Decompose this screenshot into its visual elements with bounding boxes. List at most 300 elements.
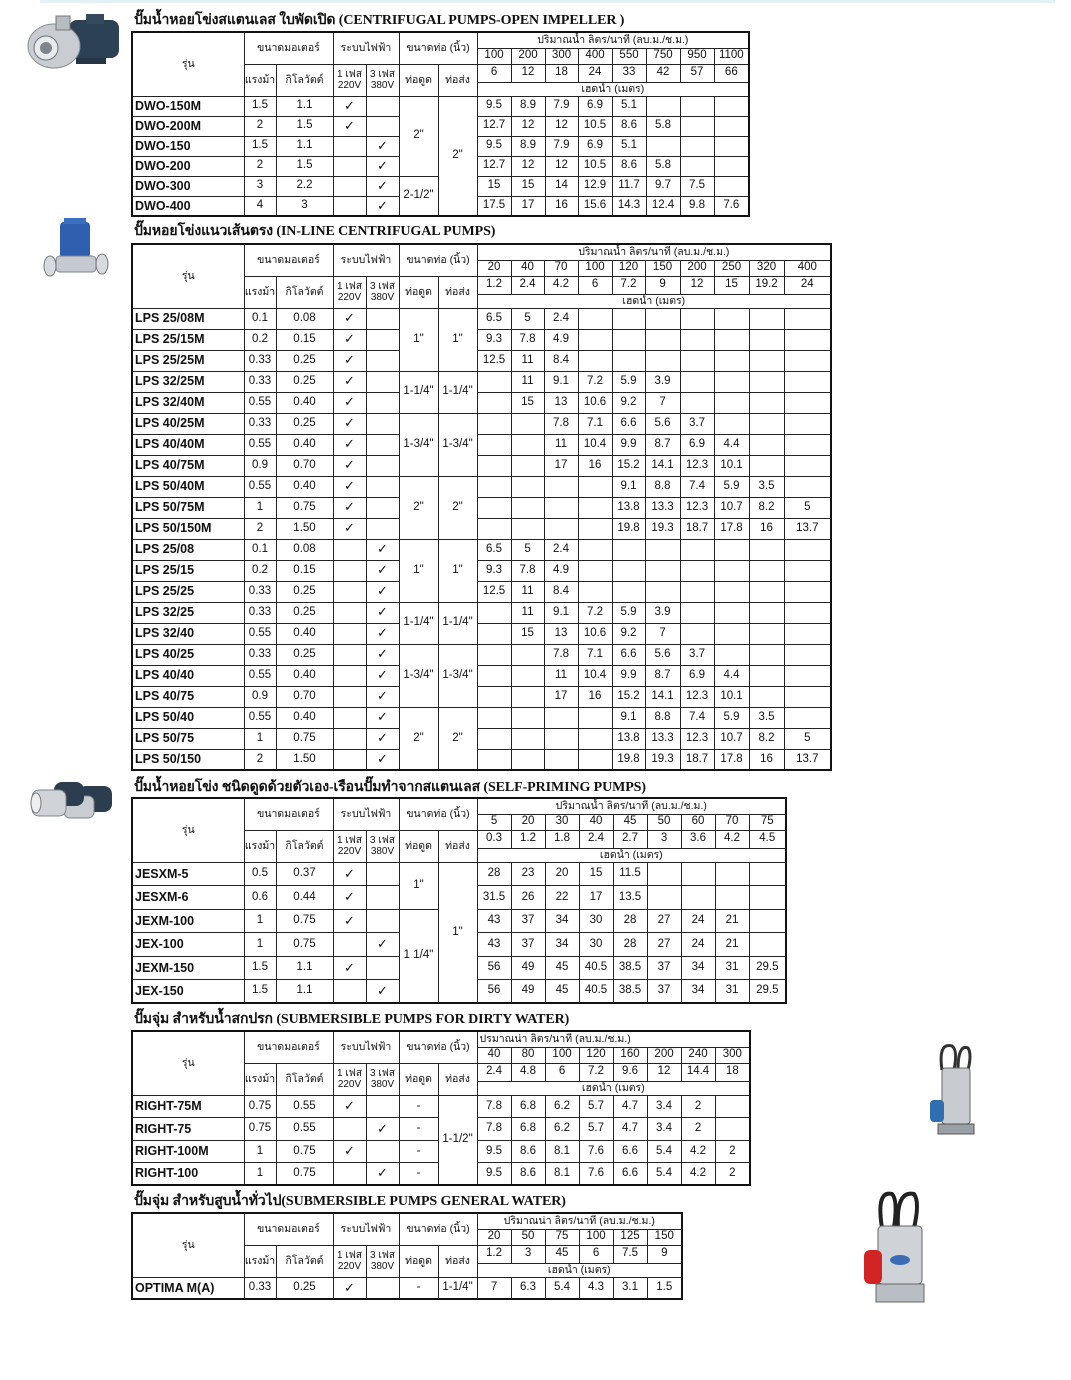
table-row [132, 392, 831, 413]
head-value-cell [511, 749, 544, 770]
head-value-cell [784, 371, 831, 392]
flow-m3h-cell: 45 [545, 1245, 579, 1263]
three-phase-cell [366, 1118, 399, 1141]
head-value-cell: 15 [511, 623, 544, 644]
single-phase-cell [333, 749, 366, 770]
head-value-cell: 8.1 [545, 1140, 579, 1163]
head-value-cell: 13.7 [784, 749, 831, 770]
head-value-cell: 5.1 [612, 96, 646, 116]
head-value-cell: 6.2 [545, 1095, 579, 1118]
head-value-cell: 5.6 [645, 413, 680, 434]
flow-lpm-cell: 100 [579, 1229, 613, 1245]
head-value-cell [511, 413, 544, 434]
head-value-cell: 28 [613, 933, 647, 957]
checkmark-icon: ✓ [344, 352, 355, 368]
model-cell: JESXM-5 [132, 862, 244, 886]
suction-header: ท่อดูด [399, 276, 438, 308]
model-cell: LPS 50/40 [132, 707, 244, 728]
three-phase-cell [366, 886, 399, 910]
head-value-cell: 8.8 [645, 476, 680, 497]
head-value-cell: 10.5 [578, 116, 612, 136]
flow-m3h-cell: 7.2 [579, 1063, 613, 1081]
single-phase-cell [333, 956, 366, 980]
three-phase-cell [366, 728, 399, 749]
single-phase-cell [333, 728, 366, 749]
head-value-cell: 5 [511, 539, 544, 560]
header-row [132, 1213, 682, 1229]
hp-cell: 1.5 [244, 96, 276, 116]
head-value-cell [511, 476, 544, 497]
head-value-cell [749, 862, 786, 886]
head-value-cell [680, 96, 714, 116]
head-value-cell [784, 413, 831, 434]
head-value-cell [680, 350, 714, 371]
head-value-cell [645, 350, 680, 371]
table-row [132, 686, 831, 707]
head-value-cell: 3.9 [645, 602, 680, 623]
flow-m3h-cell: 9 [645, 276, 680, 294]
section-title-inline: ปั๊มหอยโข่งแนวเส้นตรง (IN-LINE CENTRIFUGAL PUMPS) [134, 224, 496, 239]
head-value-cell [680, 581, 714, 602]
model-cell: JEXM-150 [132, 956, 244, 980]
single-phase-cell [333, 665, 366, 686]
kw-header: กิโลวัตต์ [276, 830, 333, 862]
head-value-cell: 29.5 [749, 980, 786, 1004]
head-value-cell [544, 518, 578, 539]
three-phase-cell [366, 539, 399, 560]
table-row [132, 560, 831, 581]
head-value-cell: 6.9 [680, 665, 714, 686]
suction-cell: - [399, 1163, 438, 1186]
kw-cell: 0.25 [276, 602, 333, 623]
head-value-cell: 9.3 [477, 560, 511, 581]
head-value-cell [544, 476, 578, 497]
table-row [132, 497, 831, 518]
model-cell: LPS 32/40 [132, 623, 244, 644]
flow-m3h-cell: 0.3 [477, 830, 511, 848]
flow-lpm-cell: 40 [579, 814, 613, 830]
head-value-cell: 17.5 [477, 196, 511, 216]
head-value-cell [612, 539, 645, 560]
head-value-cell: 7 [477, 1277, 511, 1299]
hp-cell: 0.9 [244, 455, 276, 476]
head-value-cell: 40.5 [579, 956, 613, 980]
head-header: เฮดน้ำ (เมตร) [477, 848, 786, 862]
three-phase-cell [366, 686, 399, 707]
head-value-cell: 9.2 [612, 392, 645, 413]
flow-lpm-cell: 5 [477, 814, 511, 830]
head-value-cell [784, 560, 831, 581]
flow-m3h-cell: 2.4 [579, 830, 613, 848]
head-value-cell: 9.5 [477, 136, 511, 156]
hp-cell: 0.2 [244, 329, 276, 350]
table-row [132, 581, 831, 602]
head-value-cell [784, 644, 831, 665]
three-phase-voltage: 380V [370, 1261, 395, 1272]
three-phase-cell [366, 434, 399, 455]
head-value-cell: 16 [545, 196, 578, 216]
header-row [132, 244, 831, 260]
head-value-cell [749, 413, 784, 434]
head-value-cell: 3.5 [749, 707, 784, 728]
head-value-cell: 10.7 [714, 728, 749, 749]
discharge-cell: 1-3/4" [438, 413, 477, 476]
head-value-cell [477, 497, 511, 518]
suction-cell: 1-3/4" [399, 644, 438, 707]
three-phase-voltage: 380V [370, 80, 395, 91]
table-row [132, 749, 831, 770]
head-value-cell [578, 308, 612, 329]
head-value-cell: 8.7 [645, 665, 680, 686]
model-cell: LPS 40/40M [132, 434, 244, 455]
head-value-cell: 7.8 [544, 413, 578, 434]
three-phase-cell [366, 665, 399, 686]
head-value-cell: 34 [545, 909, 579, 933]
flow-lpm-cell: 120 [579, 1047, 613, 1063]
flow-m3h-cell: 33 [612, 64, 646, 82]
head-value-cell: 37 [511, 933, 545, 957]
three-phase-label: 3 เฟส [370, 281, 395, 292]
three-phase-label: 3 เฟส [370, 835, 395, 846]
checkmark-icon: ✓ [377, 625, 388, 641]
model-cell: LPS 25/25 [132, 581, 244, 602]
model-cell: LPS 25/25M [132, 350, 244, 371]
head-value-cell [784, 434, 831, 455]
motor-size-header: ขนาดมอเตอร์ [244, 1031, 333, 1063]
model-cell: LPS 50/150M [132, 518, 244, 539]
flow-m3h-cell: 24 [784, 276, 831, 294]
head-value-cell: 45 [545, 980, 579, 1004]
head-value-cell: 9.3 [477, 329, 511, 350]
table-row [132, 329, 831, 350]
head-value-cell: 4.9 [544, 329, 578, 350]
flow-m3h-cell: 42 [646, 64, 680, 82]
head-value-cell [749, 665, 784, 686]
flow-lpm-cell: 400 [784, 260, 831, 276]
head-value-cell [578, 560, 612, 581]
flow-m3h-cell: 6 [545, 1063, 579, 1081]
suction-header: ท่อดูด [399, 1245, 438, 1277]
head-value-cell [680, 136, 714, 156]
kw-cell: 0.40 [276, 476, 333, 497]
hp-cell: 1.5 [244, 956, 276, 980]
head-value-cell [477, 392, 511, 413]
hp-cell: 0.33 [244, 644, 276, 665]
three-phase-cell [366, 749, 399, 770]
head-value-cell [646, 96, 680, 116]
head-value-cell: 6.5 [477, 539, 511, 560]
single-phase-voltage: 220V [337, 80, 362, 91]
flow-m3h-cell: 4.8 [511, 1063, 545, 1081]
kw-header: กิโลวัตต์ [276, 1245, 333, 1277]
head-value-cell [784, 707, 831, 728]
head-value-cell [784, 539, 831, 560]
head-value-cell: 7.1 [578, 413, 612, 434]
single-phase-cell [333, 371, 366, 392]
table-row [132, 434, 831, 455]
head-value-cell [645, 329, 680, 350]
flow-m3h-cell: 4.5 [749, 830, 786, 848]
head-value-cell [680, 156, 714, 176]
head-value-cell: 19.3 [645, 518, 680, 539]
head-value-cell: 5.4 [647, 1140, 681, 1163]
hp-cell: 0.75 [244, 1118, 276, 1141]
kw-cell: 1.1 [276, 980, 333, 1004]
suction-cell: 1" [399, 539, 438, 602]
flow-lpm-cell: 160 [613, 1047, 647, 1063]
model-cell: LPS 50/150 [132, 749, 244, 770]
checkmark-icon: ✓ [377, 157, 388, 173]
head-value-cell: 12.3 [680, 497, 714, 518]
model-cell: DWO-200M [132, 116, 244, 136]
kw-cell: 0.75 [276, 909, 333, 933]
flow-m3h-cell: 4.2 [544, 276, 578, 294]
model-cell: RIGHT-100M [132, 1140, 244, 1163]
single-phase-label: 1 เฟส [337, 281, 362, 292]
kw-cell: 0.08 [276, 308, 333, 329]
flow-lpm-cell: 250 [714, 260, 749, 276]
flow-lpm-cell: 100 [578, 260, 612, 276]
head-value-cell [714, 116, 749, 136]
single-phase-cell [333, 886, 366, 910]
checkmark-icon: ✓ [344, 1143, 355, 1158]
pipe-size-header: ขนาดท่อ (นิ้ว) [399, 798, 477, 830]
flow-lpm-cell: 150 [645, 260, 680, 276]
head-value-cell [511, 728, 544, 749]
head-value-cell [511, 686, 544, 707]
head-value-cell [784, 623, 831, 644]
head-value-cell: 8.4 [544, 581, 578, 602]
flow-m3h-cell: 1.2 [511, 830, 545, 848]
head-value-cell: 9.1 [612, 476, 645, 497]
head-value-cell: 5.8 [646, 156, 680, 176]
flow-lpm-cell: 300 [545, 48, 578, 64]
single-phase-voltage: 220V [337, 846, 362, 857]
model-cell: OPTIMA M(A) [132, 1277, 244, 1299]
head-value-cell: 6.6 [612, 644, 645, 665]
model-cell: LPS 32/25 [132, 602, 244, 623]
flow-rate-header: ปริมาณน่า ลิตร/นาที (ลบ.ม./ช.ม.) [477, 1213, 682, 1229]
kw-cell: 0.40 [276, 665, 333, 686]
head-value-cell: 8.1 [545, 1163, 579, 1186]
head-value-cell: 11.7 [612, 176, 646, 196]
flow-m3h-cell: 2.4 [477, 1063, 511, 1081]
kw-cell: 0.25 [276, 371, 333, 392]
hp-cell: 0.55 [244, 707, 276, 728]
single-phase-cell [333, 581, 366, 602]
three-phase-label: 3 เฟส [370, 1250, 395, 1261]
table-row [132, 1095, 750, 1118]
head-value-cell: 6.3 [511, 1277, 545, 1299]
head-value-cell: 11 [511, 581, 544, 602]
head-value-cell: 9.7 [646, 176, 680, 196]
hp-cell: 2 [244, 518, 276, 539]
head-value-cell: 5.9 [612, 371, 645, 392]
head-value-cell: 8.4 [544, 350, 578, 371]
head-value-cell [680, 308, 714, 329]
hp-cell: 1 [244, 728, 276, 749]
checkmark-icon: ✓ [377, 730, 388, 746]
kw-cell: 0.75 [276, 933, 333, 957]
head-value-cell [477, 707, 511, 728]
three-phase-cell [366, 602, 399, 623]
checkmark-icon: ✓ [377, 197, 388, 213]
three-phase-cell [366, 350, 399, 371]
single-phase-cell [333, 539, 366, 560]
three-phase-cell [366, 909, 399, 933]
table-row [132, 623, 831, 644]
three-phase-header [366, 830, 399, 862]
head-value-cell: 5.4 [647, 1163, 681, 1186]
head-value-cell [714, 623, 749, 644]
model-cell: LPS 50/40M [132, 476, 244, 497]
head-value-cell [612, 350, 645, 371]
head-value-cell: 19.3 [645, 749, 680, 770]
head-value-cell [511, 497, 544, 518]
three-phase-cell [366, 116, 399, 136]
single-phase-cell [333, 196, 366, 216]
flow-lpm-cell: 20 [477, 1229, 511, 1245]
kw-cell: 0.44 [276, 886, 333, 910]
flow-m3h-cell: 14.4 [681, 1063, 715, 1081]
head-header: เฮดน้ำ (เมตร) [477, 1081, 750, 1095]
head-value-cell: 13.5 [613, 886, 647, 910]
three-phase-cell [366, 980, 399, 1004]
kw-cell: 0.55 [276, 1118, 333, 1141]
head-value-cell [749, 392, 784, 413]
head-value-cell [477, 623, 511, 644]
head-value-cell [749, 329, 784, 350]
head-value-cell: 7.8 [477, 1118, 511, 1141]
discharge-cell: 1" [438, 308, 477, 371]
single-phase-header [333, 1245, 366, 1277]
top-border-strip [40, 0, 1055, 3]
hp-header: แรงม้า [244, 1063, 276, 1095]
flow-m3h-cell: 12 [680, 276, 714, 294]
head-value-cell [645, 539, 680, 560]
head-value-cell [784, 350, 831, 371]
head-value-cell: 5 [784, 497, 831, 518]
head-value-cell: 12.4 [646, 196, 680, 216]
head-value-cell [784, 686, 831, 707]
hp-cell: 0.2 [244, 560, 276, 581]
flow-lpm-cell: 70 [544, 260, 578, 276]
kw-cell: 0.40 [276, 707, 333, 728]
spec-table-general-water [131, 1212, 683, 1300]
head-value-cell [784, 581, 831, 602]
checkmark-icon: ✓ [377, 667, 388, 683]
suction-cell: 1-1/4" [399, 371, 438, 413]
head-value-cell: 6.9 [578, 96, 612, 116]
head-value-cell: 5.6 [645, 644, 680, 665]
head-value-cell [714, 156, 749, 176]
head-value-cell: 13 [544, 392, 578, 413]
head-value-cell: 16 [749, 749, 784, 770]
head-value-cell [578, 497, 612, 518]
head-value-cell [511, 707, 544, 728]
head-value-cell [749, 455, 784, 476]
model-cell: DWO-150 [132, 136, 244, 156]
three-phase-cell [366, 176, 399, 196]
motor-size-header: ขนาดมอเตอร์ [244, 244, 333, 276]
head-value-cell: 7.9 [545, 136, 578, 156]
power-system-header: ระบบไฟฟ้า [333, 244, 399, 276]
hp-cell: 0.33 [244, 350, 276, 371]
head-header: เฮดน้ำ (เมตร) [477, 294, 831, 308]
head-value-cell: 17.8 [714, 518, 749, 539]
head-value-cell [680, 623, 714, 644]
head-value-cell [612, 581, 645, 602]
single-phase-cell [333, 707, 366, 728]
table-row [132, 862, 786, 886]
head-value-cell: 4.2 [681, 1140, 715, 1163]
checkmark-icon: ✓ [344, 865, 355, 881]
head-value-cell [680, 371, 714, 392]
head-value-cell: 38.5 [613, 980, 647, 1004]
head-value-cell: 8.2 [749, 497, 784, 518]
head-value-cell: 13.8 [612, 728, 645, 749]
head-value-cell [477, 728, 511, 749]
head-value-cell: 31 [715, 980, 749, 1004]
three-phase-header [366, 1063, 399, 1095]
hp-cell: 0.33 [244, 371, 276, 392]
single-phase-header [333, 830, 366, 862]
model-cell: LPS 40/75 [132, 686, 244, 707]
flow-rate-header: ปริมาณน้ำ ลิตร/นาที (ลบ.ม./ช.ม.) [477, 244, 831, 260]
kw-cell: 1.1 [276, 136, 333, 156]
single-phase-label: 1 เฟส [337, 69, 362, 80]
single-phase-cell [333, 909, 366, 933]
head-value-cell [749, 933, 786, 957]
head-value-cell [784, 455, 831, 476]
discharge-cell: 1-3/4" [438, 644, 477, 707]
head-value-cell [749, 581, 784, 602]
hp-cell: 1 [244, 909, 276, 933]
hp-cell: 2 [244, 749, 276, 770]
flow-m3h-cell: 6 [477, 64, 511, 82]
head-value-cell [578, 749, 612, 770]
suction-cell: 1" [399, 308, 438, 371]
head-value-cell: 13.7 [784, 518, 831, 539]
head-value-cell [544, 707, 578, 728]
single-phase-cell [333, 308, 366, 329]
head-value-cell: 37 [647, 980, 681, 1004]
power-system-header: ระบบไฟฟ้า [333, 798, 399, 830]
head-value-cell: 5 [784, 728, 831, 749]
head-value-cell [749, 686, 784, 707]
checkmark-icon: ✓ [377, 583, 388, 599]
model-cell: DWO-200 [132, 156, 244, 176]
flow-lpm-cell: 200 [511, 48, 545, 64]
hp-cell: 0.5 [244, 862, 276, 886]
kw-cell: 0.75 [276, 1163, 333, 1186]
head-value-cell [645, 581, 680, 602]
head-value-cell [681, 886, 715, 910]
head-value-cell: 6.6 [613, 1140, 647, 1163]
head-value-cell [749, 644, 784, 665]
hp-header: แรงม้า [244, 64, 276, 96]
head-value-cell [714, 413, 749, 434]
hp-cell: 1 [244, 497, 276, 518]
head-value-cell [647, 886, 681, 910]
hp-cell: 0.33 [244, 602, 276, 623]
head-value-cell: 17 [511, 196, 545, 216]
head-value-cell: 8.8 [645, 707, 680, 728]
table-row [132, 644, 831, 665]
head-value-cell: 9.5 [477, 1163, 511, 1186]
head-value-cell: 12.3 [680, 686, 714, 707]
model-cell: JESXM-6 [132, 886, 244, 910]
